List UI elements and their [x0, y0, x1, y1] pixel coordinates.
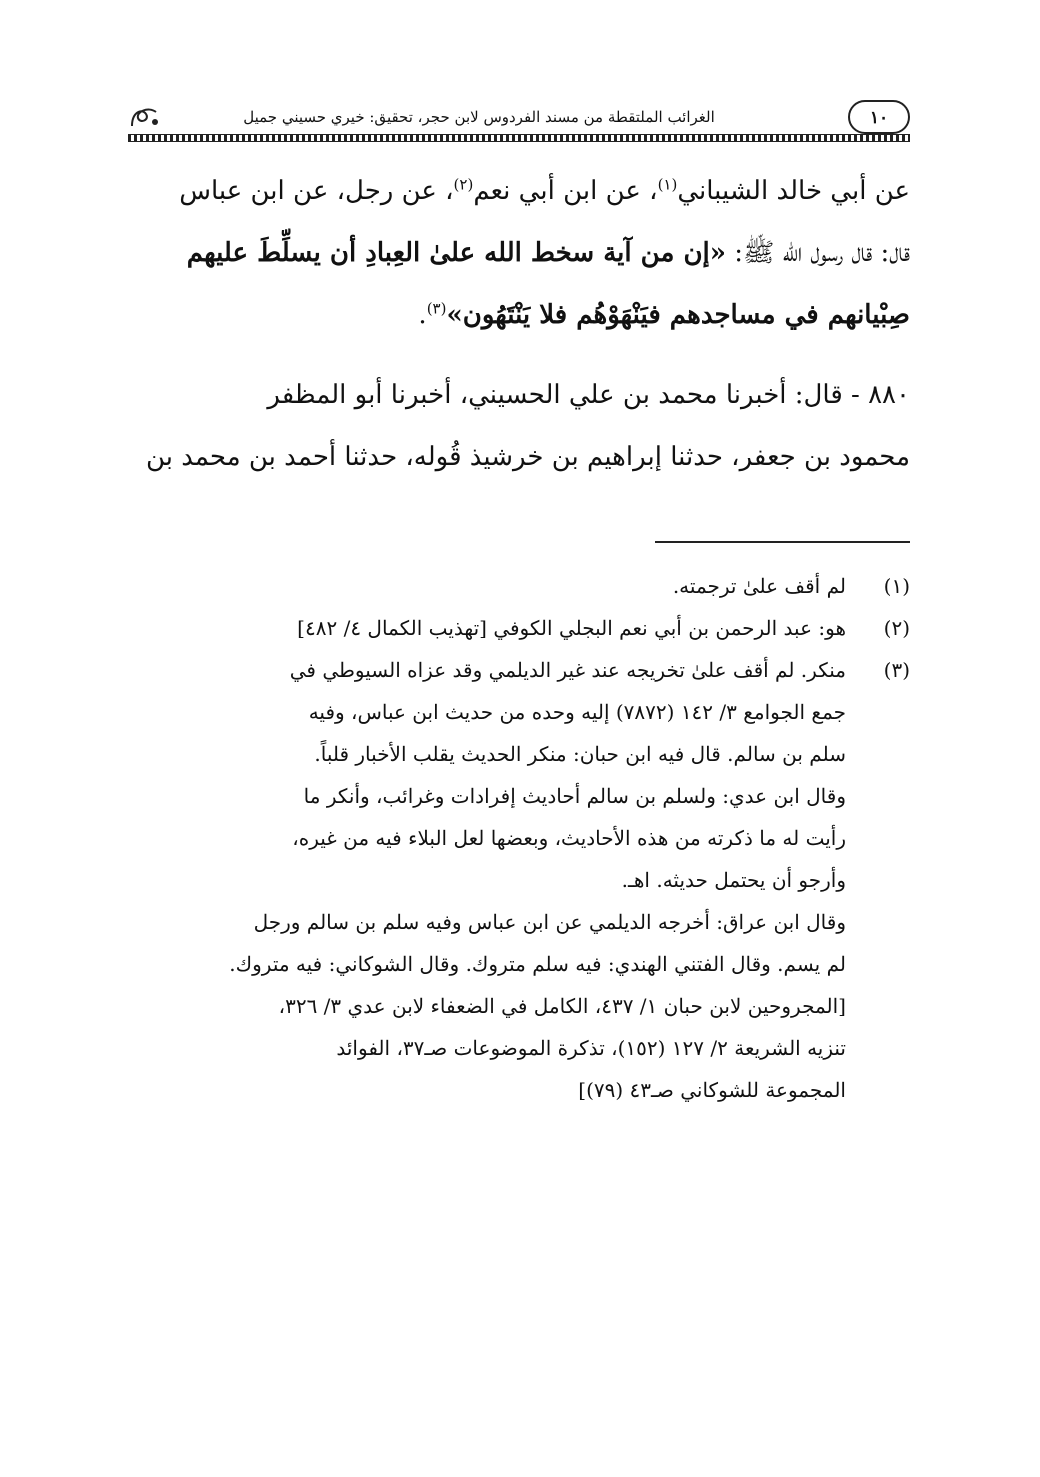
- footnote-line: لم أقف علىٰ ترجمته.: [672, 574, 846, 598]
- footnote-line: جمع الجوامع ٣/ ١٤٢ (٧٨٧٢) إليه وحده من حديث ابن عباس، وفيه: [308, 700, 846, 724]
- footnote-line: رأيت له ما ذكرته من هذه الأحاديث، وبعضها لعل البلاء فيه من غيره،: [292, 826, 846, 850]
- footnote: [128, 649, 910, 775]
- text-line: [128, 160, 910, 222]
- hadith-text: صِبْيانهم في مساجدهم فيَنْهَوْهُم فلا يَنْتَهُون»: [446, 300, 910, 330]
- page-number: ١٠: [848, 100, 910, 134]
- header-rule: [128, 134, 910, 142]
- footnote-ref[interactable]: (٢): [453, 175, 474, 194]
- running-header: [128, 94, 910, 144]
- footnote-line: منكر. لم أقف علىٰ تخريجه عند غير الديلمي وقد عزاه السيوطي في: [289, 658, 846, 682]
- header-title: الغرائب الملتقطة من مسند الفردوس لابن حجر، تحقيق: خيري حسيني جميل: [243, 108, 715, 126]
- footnote-separator: [655, 541, 910, 543]
- text-segment: قال: قال رسول الله ﷺ:: [726, 238, 910, 268]
- text-segment: عن أبي خالد الشيباني: [677, 176, 910, 206]
- footnote-number: (٢): [883, 616, 910, 640]
- footnotes: [128, 565, 910, 1111]
- footnote-line: هو: عبد الرحمن بن أبي نعم البجلي الكوفي [تهذيب الكمال ٤/ ٤٨٢]: [297, 616, 846, 640]
- ornament-icon: [128, 104, 160, 130]
- entry-line: محمود بن جعفر، حدثنا إبراهيم بن خرشيذ قُوله، حدثنا أحمد بن محمد بن: [145, 442, 910, 472]
- text-segment: ، عن ابن أبي نعم: [473, 176, 658, 206]
- footnote-line: وقال ابن عدي: ولسلم بن سالم أحاديث إفرادات وغرائب، وأنكر ما: [303, 784, 846, 808]
- text-line: [128, 222, 910, 284]
- hadith-text: «إن من آية سخط الله علىٰ العِبادِ أن يسلِّطَ عليهم: [186, 238, 727, 268]
- footnote-line: وأرجو أن يحتمل حديثه. اهـ.: [621, 868, 846, 892]
- footnote-number: (١): [883, 574, 910, 598]
- text-segment: ، عن رجل، عن ابن عباس: [179, 176, 454, 206]
- footnote: [128, 607, 910, 649]
- footnote-line: تنزيه الشريعة ٢/ ١٢٧ (١٥٢)، تذكرة الموضوعات صـ٣٧، الفوائد: [336, 1036, 846, 1060]
- footnote: [128, 565, 910, 607]
- text-segment: .: [418, 300, 427, 330]
- footnote-line: سلم بن سالم. قال فيه ابن حبان: منكر الحديث يقلب الأخبار قلباً.: [314, 742, 846, 766]
- text-line: [128, 284, 910, 346]
- footnote-line: لم يسم. وقال الفتني الهندي: فيه سلم متروك. وقال الشوكاني: فيه متروك.: [229, 952, 846, 976]
- footnote-line: المجموعة للشوكاني صـ٤٣ (٧٩)]: [578, 1078, 846, 1102]
- footnote-line: [المجروحين لابن حبان ١/ ٤٣٧، الكامل في الضعفاء لابن عدي ٣/ ٣٢٦،: [278, 994, 846, 1018]
- entry-line: ٨٨٠ - قال: أخبرنا محمد بن علي الحسيني، أخبرنا أبو المظفر: [267, 380, 910, 410]
- main-text: [128, 160, 910, 488]
- footnote-line: وقال ابن عراق: أخرجه الديلمي عن ابن عباس وفيه سلم بن سالم ورجل: [253, 910, 846, 934]
- footnote-ref[interactable]: (٣): [426, 299, 447, 318]
- footnote-ref[interactable]: (١): [657, 175, 678, 194]
- footnote-continuation: [128, 901, 846, 1111]
- footnote-continuation: [128, 775, 846, 901]
- footnote-number: (٣): [883, 658, 910, 682]
